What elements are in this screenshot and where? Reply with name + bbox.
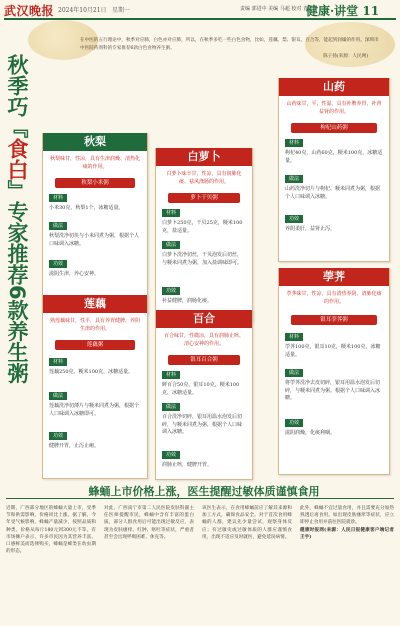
method-label: 做法 xyxy=(285,175,303,183)
card-description: 荸荠味甘，性凉，具有清热养阴、清肺化痰的作用。 xyxy=(286,291,382,305)
card-title: 山药 xyxy=(279,78,389,96)
recipe-name: 银耳荸荠粥 xyxy=(291,315,377,325)
card-title: 白萝卜 xyxy=(156,148,252,166)
card-title: 荸荠 xyxy=(279,268,389,286)
recipe-card-yam xyxy=(278,78,390,262)
method-text: 秋梨洗净切块与小米同煮为粥，根据个人口味调入冰糖。 xyxy=(49,233,140,247)
effect-label: 功效 xyxy=(49,432,67,440)
card-title: 百合 xyxy=(156,310,252,328)
effect-text: 补益健脾，润肠化痰。 xyxy=(162,298,213,304)
masthead xyxy=(4,2,396,18)
editors-line: 责编 郭进中 美编 马超 校对 青子 xyxy=(240,6,313,12)
card-description: 山药味甘，平，性温，具有补脾养胃，补肾益肾的作用。 xyxy=(286,101,382,115)
effect-text: 滋阴生津，养心安神。 xyxy=(49,271,100,277)
materials-text: 小米30克，秋梨1个，冰糖适量。 xyxy=(49,205,124,211)
article-column-3: 该医生表示，在食用蜂蛹前应了解其来源和加工方式，确保食品安全。对于首次食用蜂蛹的人群，建议先少量尝试，观察身体反应；有过敏史或过敏体质的人群应谨慎食用，出现不适应及时就医，避免延误病情。 xyxy=(202,506,292,540)
materials-label: 材料 xyxy=(162,209,180,217)
recipe-card-lily xyxy=(155,310,253,480)
recipe-name: 银耳百合粥 xyxy=(168,355,240,365)
method-text: 将荸荠洗净去皮切碎，银耳用温水泡发后切碎，与粳米同煮为粥。根据个人口味调入冰糖。 xyxy=(285,380,381,401)
method-label: 做法 xyxy=(285,369,303,377)
effect-text: 润肺止咳，健脾开胃。 xyxy=(162,462,213,468)
card-description: 秋梨味甘，性凉，具有生津润燥、清热化痰的作用。 xyxy=(49,156,140,170)
materials-text: 枸杞40克，山药60克，粳米100克，冰糖适量。 xyxy=(285,150,383,164)
effect-label: 功效 xyxy=(285,215,303,223)
method-text: 百合洗净切碎，银耳用温水泡发后切碎，与粳米同煮为粥，根据个人口味调入冰糖。 xyxy=(162,414,243,435)
recipe-name: 萝卜干贝粥 xyxy=(168,193,240,203)
materials-label: 材料 xyxy=(162,371,180,379)
recipe-card-water-chestnut xyxy=(278,268,390,475)
article-column-4 xyxy=(300,505,394,541)
title-food: 食白 xyxy=(5,138,29,180)
page-title xyxy=(6,54,28,384)
newspaper-logo: 武汉晚报 xyxy=(4,4,55,18)
recipe-name: 秋梨小米粥 xyxy=(55,178,135,188)
method-label: 做法 xyxy=(162,241,180,249)
article-column-4-text: 此外，蜂蛹不宜过量食用，并且需要充分加热熟透后再食用。如出现皮肤瘙痒等症状，应立即停止食用并前往医院就诊。 xyxy=(300,506,394,526)
effect-text: 养阴柔肝，益肾止泻。 xyxy=(285,226,336,232)
issue-date: 2024年10月21日 xyxy=(58,7,107,14)
article-signature: 健康时报网(来源：人民日报健康客户端记者王宇) xyxy=(300,527,394,540)
method-text: 白萝卜洗净切丝，干贝泡发后切丝，与粳米同煮为粥，加入盐调味即可。 xyxy=(162,252,243,266)
method-text: 莲藕洗净切薄片与粳米同煮为粥，根据个人口味调入冰糖即可。 xyxy=(49,403,140,417)
materials-text: 莲藕250克，粳米100克，冰糖适量。 xyxy=(49,369,134,375)
materials-text: 鲜百合50克，银耳10克，粳米100克，冰糖适量。 xyxy=(162,382,240,396)
card-description: 熟莲藕味甘，性平，具有养胃健脾、养阴生津的作用。 xyxy=(49,318,140,332)
intro-text: 在中医的五行理论中，秋季对应肺，白色亦对应肺，所以，在秋季多吃一些白色食物，比如，莲藕、梨、银耳、百合等，能起到润燥的作用。深圳市中医院药剂科的专家推荐6款白色食物养生粥。 xyxy=(80,38,379,51)
effect-label: 功效 xyxy=(162,451,180,459)
page-section-title: 健康·讲堂 11 xyxy=(306,4,380,18)
effect-text: 健脾开胃，止泻止痢。 xyxy=(49,443,100,449)
title-part-1: 秋季巧『 xyxy=(5,54,29,138)
card-description: 百合味甘，性微凉，具有润肺止咳、清心安神的作用。 xyxy=(163,333,244,347)
materials-label: 材料 xyxy=(285,333,303,341)
materials-text: 白萝卜250克，干贝25克，粳米100克，盐适量。 xyxy=(162,220,243,234)
effect-text: 滋阴润燥，化痰利咽。 xyxy=(285,430,336,436)
materials-label: 材料 xyxy=(49,358,67,366)
recipe-name: 莲藕粥 xyxy=(55,340,135,350)
article-column-2: 对此，广西南宁市第二人民医院皮肤科副主任医师提醒市民，蜂蛹中含有丰富的蛋白质，部分人群食用后可能出现过敏反应，表现为皮肤瘙痒、红肿、呕吐等症状，严重者甚至会出现呼吸困难、休克等。 xyxy=(104,506,194,540)
materials-label: 材料 xyxy=(285,139,303,147)
title-part-2: 』专家推荐6款养生粥 xyxy=(5,180,29,384)
effect-label: 功效 xyxy=(285,419,303,427)
article-headline: 蜂蛹上市价格上涨，医生提醒过敏体质谨慎食用 xyxy=(88,485,320,498)
method-label: 做法 xyxy=(49,392,67,400)
card-title: 莲藕 xyxy=(43,295,147,313)
card-description: 白萝卜味辛甘，性凉，具有润肺化痰、祛风涤肠的作用。 xyxy=(166,171,242,185)
method-text: 山药洗净切片与枸杞、粳米同煮为粥，根据个人口味调入冰糖。 xyxy=(285,186,381,200)
effect-label: 功效 xyxy=(49,260,67,268)
intro-author: 陈子扬(来源：人民网) xyxy=(323,54,368,59)
recipe-card-radish xyxy=(155,148,253,322)
materials-label: 材料 xyxy=(49,194,67,202)
method-label: 做法 xyxy=(162,403,180,411)
recipe-card-pear xyxy=(42,133,148,315)
article-divider xyxy=(6,498,394,499)
recipe-name: 枸杞山药粥 xyxy=(291,123,377,133)
article-column-1: 近期，广西部分地区的蜂蛹大量上市，受季节和供需影响，价格同比上涨。据了解，今年受气候影响，蜂蛹产量减少，按照品质和种类，价格从每斤180元到300元不等。有市场摊户表示，许多市民因为其营养丰富、口感鲜美而选择购买，蜂蛹是蜂类在幼虫期的形态。 xyxy=(6,506,96,555)
card-title: 秋梨 xyxy=(43,133,147,151)
materials-text: 荸荠100克，银耳10克，粳米100克，冰糖适量。 xyxy=(285,344,381,358)
issue-weekday: 星期一 xyxy=(112,7,131,14)
intro-paragraph xyxy=(80,37,380,61)
effect-label: 功效 xyxy=(162,287,180,295)
recipe-card-lotus-root xyxy=(42,295,148,479)
method-label: 做法 xyxy=(49,222,67,230)
